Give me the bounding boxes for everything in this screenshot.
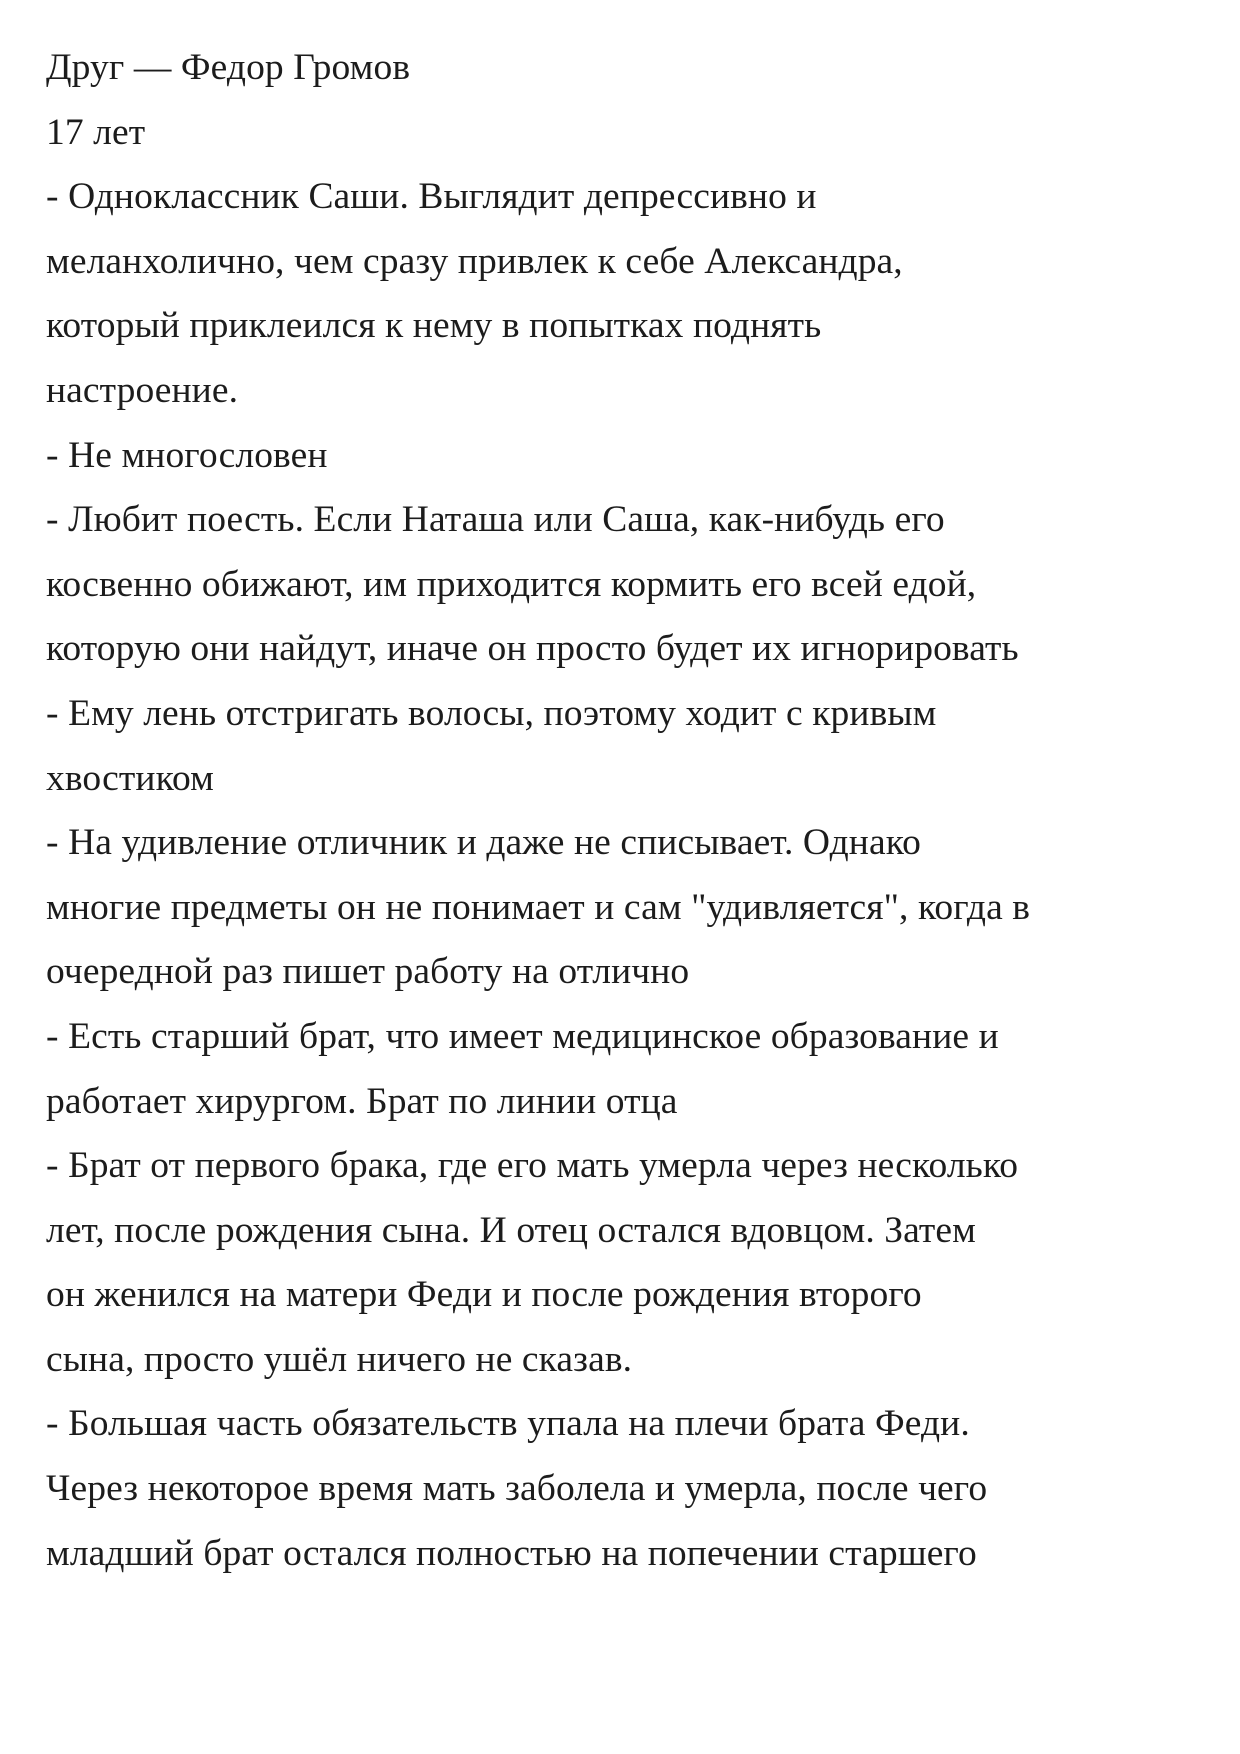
text-line: очередной раз пишет работу на отлично bbox=[46, 951, 690, 993]
text-line: - Одноклассник Саши. Выглядит депрессивно и bbox=[46, 176, 817, 218]
text-line: он женился на матери Феди и после рождения второго bbox=[46, 1274, 922, 1316]
text-line: сына, просто ушёл ничего не сказав. bbox=[46, 1338, 633, 1380]
text-line: - Ему лень отстригать волосы, поэтому ходит с кривым bbox=[46, 692, 937, 734]
text-line: - Большая часть обязательств упала на плечи брата Феди. bbox=[46, 1403, 970, 1445]
text-line: - Есть старший брат, что имеет медицинское образование и bbox=[46, 1015, 999, 1057]
text-line: - Не многословен bbox=[46, 434, 328, 476]
text-line: настроение. bbox=[46, 369, 239, 411]
document-page bbox=[46, 36, 1216, 1586]
text-line: меланхолично, чем сразу привлек к себе Александра, bbox=[46, 240, 903, 282]
text-line: хвостиком bbox=[46, 757, 214, 799]
text-line: который приклеился к нему в попытках поднять bbox=[46, 305, 822, 347]
text-line: работает хирургом. Брат по линии отца bbox=[46, 1080, 678, 1122]
text-line: которую они найдут, иначе он просто будет их игнорировать bbox=[46, 628, 1019, 670]
text-line: - На удивление отличник и даже не списывает. Однако bbox=[46, 822, 921, 864]
text-line: Через некоторое время мать заболела и умерла, после чего bbox=[46, 1468, 988, 1510]
text-line: - Брат от первого брака, где его мать умерла через несколько bbox=[46, 1145, 1019, 1187]
text-line: лет, после рождения сына. И отец остался вдовцом. Затем bbox=[46, 1209, 976, 1251]
text-line: младший брат остался полностью на попечении старшего bbox=[46, 1532, 977, 1574]
character-age: 17 лет bbox=[46, 111, 146, 153]
document-title: Друг — Федор Громов bbox=[46, 47, 411, 88]
text-line: косвенно обижают, им приходится кормить его всей едой, bbox=[46, 563, 977, 605]
text-line: - Любит поесть. Если Наташа или Саша, как-нибудь его bbox=[46, 499, 945, 541]
text-line: многие предметы он не понимает и сам "удивляется", когда в bbox=[46, 886, 1031, 928]
